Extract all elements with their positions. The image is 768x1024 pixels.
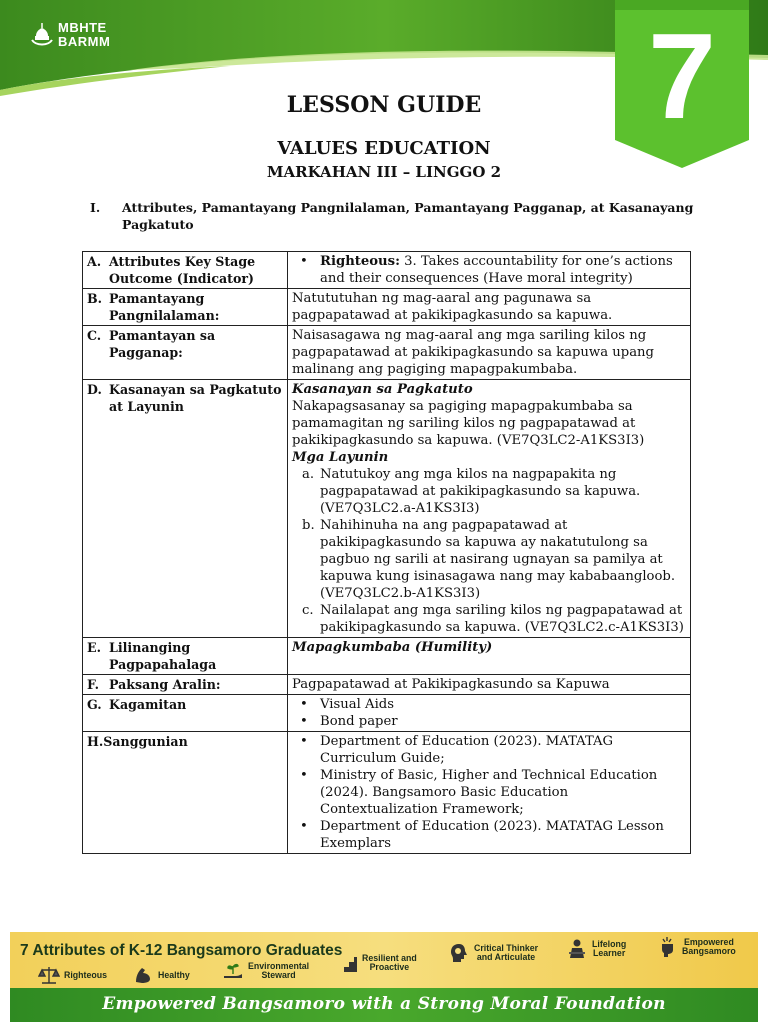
row-competency (83, 380, 691, 638)
list-item (302, 602, 686, 636)
logo-line-2: BARMM (58, 34, 111, 49)
attribute-label: Healthy (158, 969, 190, 980)
row-letter: F. (87, 677, 100, 692)
row-label: Kagamitan (109, 697, 187, 712)
attribute-lifelong-learner (566, 938, 626, 960)
attribute-healthy (132, 964, 190, 986)
head-gear-icon (448, 942, 470, 964)
attributes-footer (0, 928, 768, 1024)
references-list (292, 733, 686, 852)
raised-fist-icon (656, 936, 678, 958)
objective-text: Nahihinuha na ang pagpapatawad at pakikipagkasundo sa kapuwa ay nakatutulong sa pagbuo ng sarili at nasirang ugnayan sa pamilya at kapuwa kung isinasagawa nang may kababaangloob. (VE7Q3LC2.b-A1KS3I3) (320, 518, 676, 601)
row-references (83, 732, 691, 854)
attribute-empowered (656, 936, 736, 958)
competency-heading: Kasanayan sa Pagkatuto (292, 382, 473, 397)
competency-text: Nakapagsasanay sa pagiging mapagpakumbaba sa pamamagitan ng sariling kilos ng pagpapatawad at pakikipagkasundo sa kapuwa. (VE7Q3LC2-A1KS3I3) (292, 399, 645, 448)
attribute-label: Environmental (248, 961, 310, 971)
row-letter: E. (87, 640, 101, 655)
footer-title: 7 Attributes of K-12 Bangsamoro Graduates (20, 942, 343, 959)
mosque-logo-icon (30, 20, 54, 50)
grade-number: 7 (648, 8, 716, 144)
row-performance-standard (83, 326, 691, 380)
list-item (302, 466, 686, 517)
objectives-list (292, 466, 686, 636)
row-label: H.Sanggunian (83, 732, 288, 854)
attribute-label-wrap (474, 944, 538, 962)
mbhte-logo (30, 20, 110, 50)
logo-line-1: MBHTE (58, 20, 107, 35)
row-letter: B. (87, 291, 103, 306)
attribute-name: Righteous: (320, 254, 400, 269)
row-label: Lilinanging Pagpapahalaga (109, 640, 217, 672)
row-topic (83, 675, 691, 695)
list-marker: c. (302, 603, 314, 618)
list-item: • Department of Education (2023). MATATAG Curriculum Guide; (320, 733, 686, 767)
row-materials (83, 695, 691, 732)
subject-title: VALUES EDUCATION (277, 138, 491, 159)
section-heading (90, 199, 700, 233)
attribute-label: Resilient and (362, 953, 417, 963)
list-item: • Department of Education (2023). MATATAG Lesson Exemplars (320, 818, 686, 852)
quarter-title: MARKAHAN III – LINGGO 2 (266, 163, 502, 181)
row-content: Pagpapatawad at Pakikipagkasundo sa Kapuwa (288, 675, 691, 695)
row-label: Paksang Aralin: (109, 677, 221, 692)
attribute-label-2: Learner (592, 948, 626, 958)
materials-list (292, 696, 686, 730)
row-label: Kasanayan sa Pagkatuto at Layunin (109, 382, 282, 414)
hand-plant-icon (222, 960, 244, 982)
row-content-standard (83, 289, 691, 326)
attribute-label-2: and Articulate (476, 952, 536, 962)
page-title: LESSON GUIDE (286, 92, 482, 118)
list-item (302, 517, 686, 602)
row-values (83, 638, 691, 675)
attribute-label: Righteous (64, 969, 108, 980)
section-number: I. (90, 200, 101, 215)
attribute-label-wrap (362, 954, 417, 972)
attribute-list (292, 253, 686, 287)
scales-icon (38, 964, 60, 986)
row-content: Naisasagawa ng mag-aaral ang mga sariling kilos ng pagpapatawad at pakikipagkasundo sa kapuwa upang malinang ang pagiging mapagpakumbaba. (288, 326, 691, 380)
attribute-label-2: Proactive (369, 962, 410, 972)
row-attributes (83, 252, 691, 289)
row-letter: C. (87, 328, 102, 343)
list-item: • Visual Aids (320, 696, 686, 713)
section-title: Attributes, Pamantayang Pangnilalaman, Pamantayang Pagganap, at Kasanayang Pagkatuto (122, 200, 694, 232)
attribute-critical-thinker (448, 942, 538, 964)
steps-icon (336, 952, 358, 974)
row-label: Attributes Key Stage Outcome (Indicator) (109, 254, 256, 286)
row-letter: G. (87, 697, 102, 712)
attribute-label-2: Bangsamoro (682, 946, 736, 956)
list-item: • Ministry of Basic, Higher and Technical Education (2024). Bangsamoro Basic Education Contextualization Framework; (320, 767, 686, 818)
attribute-label-wrap (248, 962, 309, 980)
list-item (320, 253, 686, 287)
list-marker: b. (302, 518, 315, 533)
attribute-resilient (336, 952, 417, 974)
row-content: Natututuhan ng mag-aaral ang pagunawa sa pagpapatawad at pakikipagkasundo sa kapuwa. (288, 289, 691, 326)
objectives-heading: Mga Layunin (292, 450, 389, 465)
strong-arm-icon (132, 964, 154, 986)
lesson-table (82, 251, 691, 854)
attribute-text: 3. Takes accountability for one’s actions and their consequences (Have moral integrity) (320, 254, 673, 286)
attribute-environmental (222, 960, 309, 982)
footer-tagline: Empowered Bangsamoro with a Strong Moral Foundation (102, 994, 666, 1014)
attribute-label-wrap (682, 938, 736, 956)
learner-icon (566, 938, 588, 960)
attribute-label: Critical Thinker (474, 943, 539, 953)
row-label: Pamantayan sa Pagganap: (109, 328, 216, 360)
list-item: • Bond paper (320, 713, 686, 730)
objective-text: Natutukoy ang mga kilos na nagpapakita ng pagpapatawad at pakikipagkasundo sa kapuwa. (VE7Q3LC2.a-A1KS3I3) (320, 467, 641, 516)
row-content: Mapagkumbaba (Humility) (288, 638, 691, 675)
row-label: Pamantayang Pangnilalaman: (109, 291, 220, 323)
row-letter: D. (87, 382, 102, 397)
attribute-label: Lifelong (592, 939, 627, 949)
attribute-label: Empowered (683, 937, 734, 947)
attribute-label-wrap (592, 940, 626, 958)
attribute-righteous (38, 964, 107, 986)
attribute-label-2: Steward (261, 970, 296, 980)
row-letter: A. (87, 254, 102, 269)
objective-text: Nailalapat ang mga sariling kilos ng pagpapatawad at pakikipagkasundo sa kapuwa. (VE7Q3LC2.c-A1KS3I3) (320, 603, 684, 635)
list-marker: a. (302, 467, 315, 482)
